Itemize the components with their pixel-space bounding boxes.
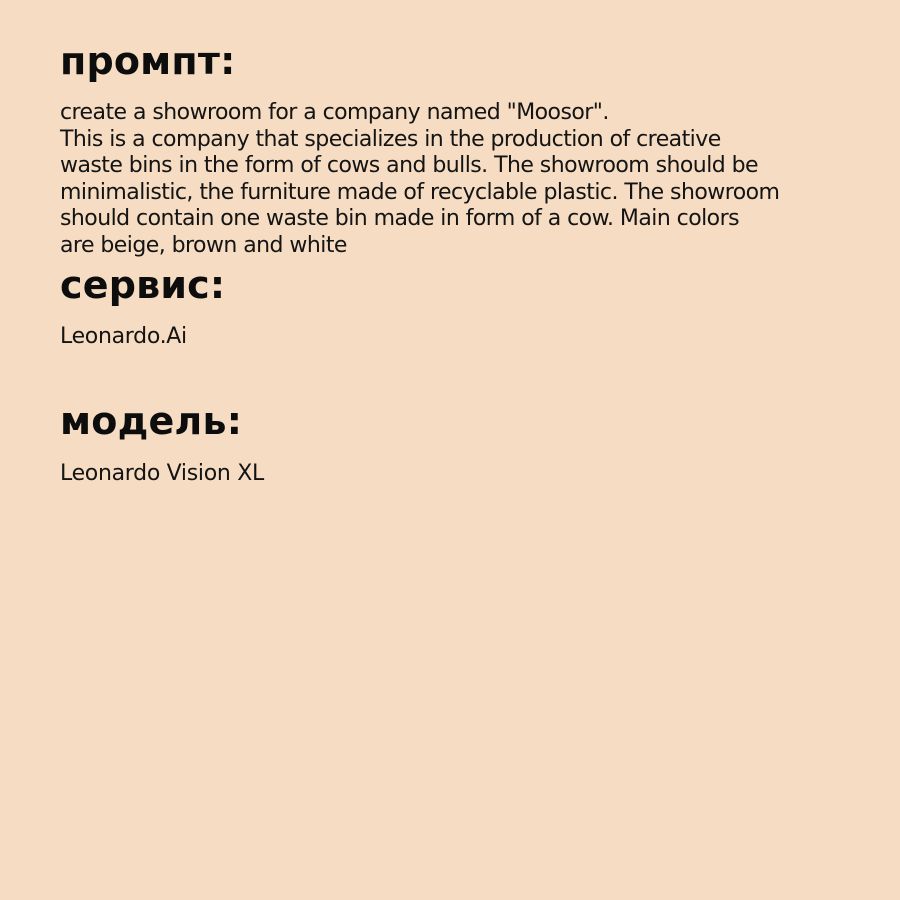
prompt-line: This is a company that specializes in the production of creative [60,126,721,152]
prompt-line: minimalistic, the furniture made of recyclable plastic. The showroom [60,179,780,205]
model-heading: модель: [60,399,243,443]
prompt-line: are beige, brown and white [60,232,347,258]
model-value: Leonardo Vision XL [60,461,264,486]
prompt-text [60,100,860,259]
prompt-line: waste bins in the form of cows and bulls. The showroom should be [60,153,759,178]
prompt-line: create a showroom for a company named "Moosor". [60,100,609,125]
prompt-heading: промпт: [60,39,236,83]
service-heading: сервис: [60,263,226,307]
prompt-line: should contain one waste bin made in form of a cow. Main colors [60,206,739,231]
service-value: Leonardo.Ai [60,324,187,349]
